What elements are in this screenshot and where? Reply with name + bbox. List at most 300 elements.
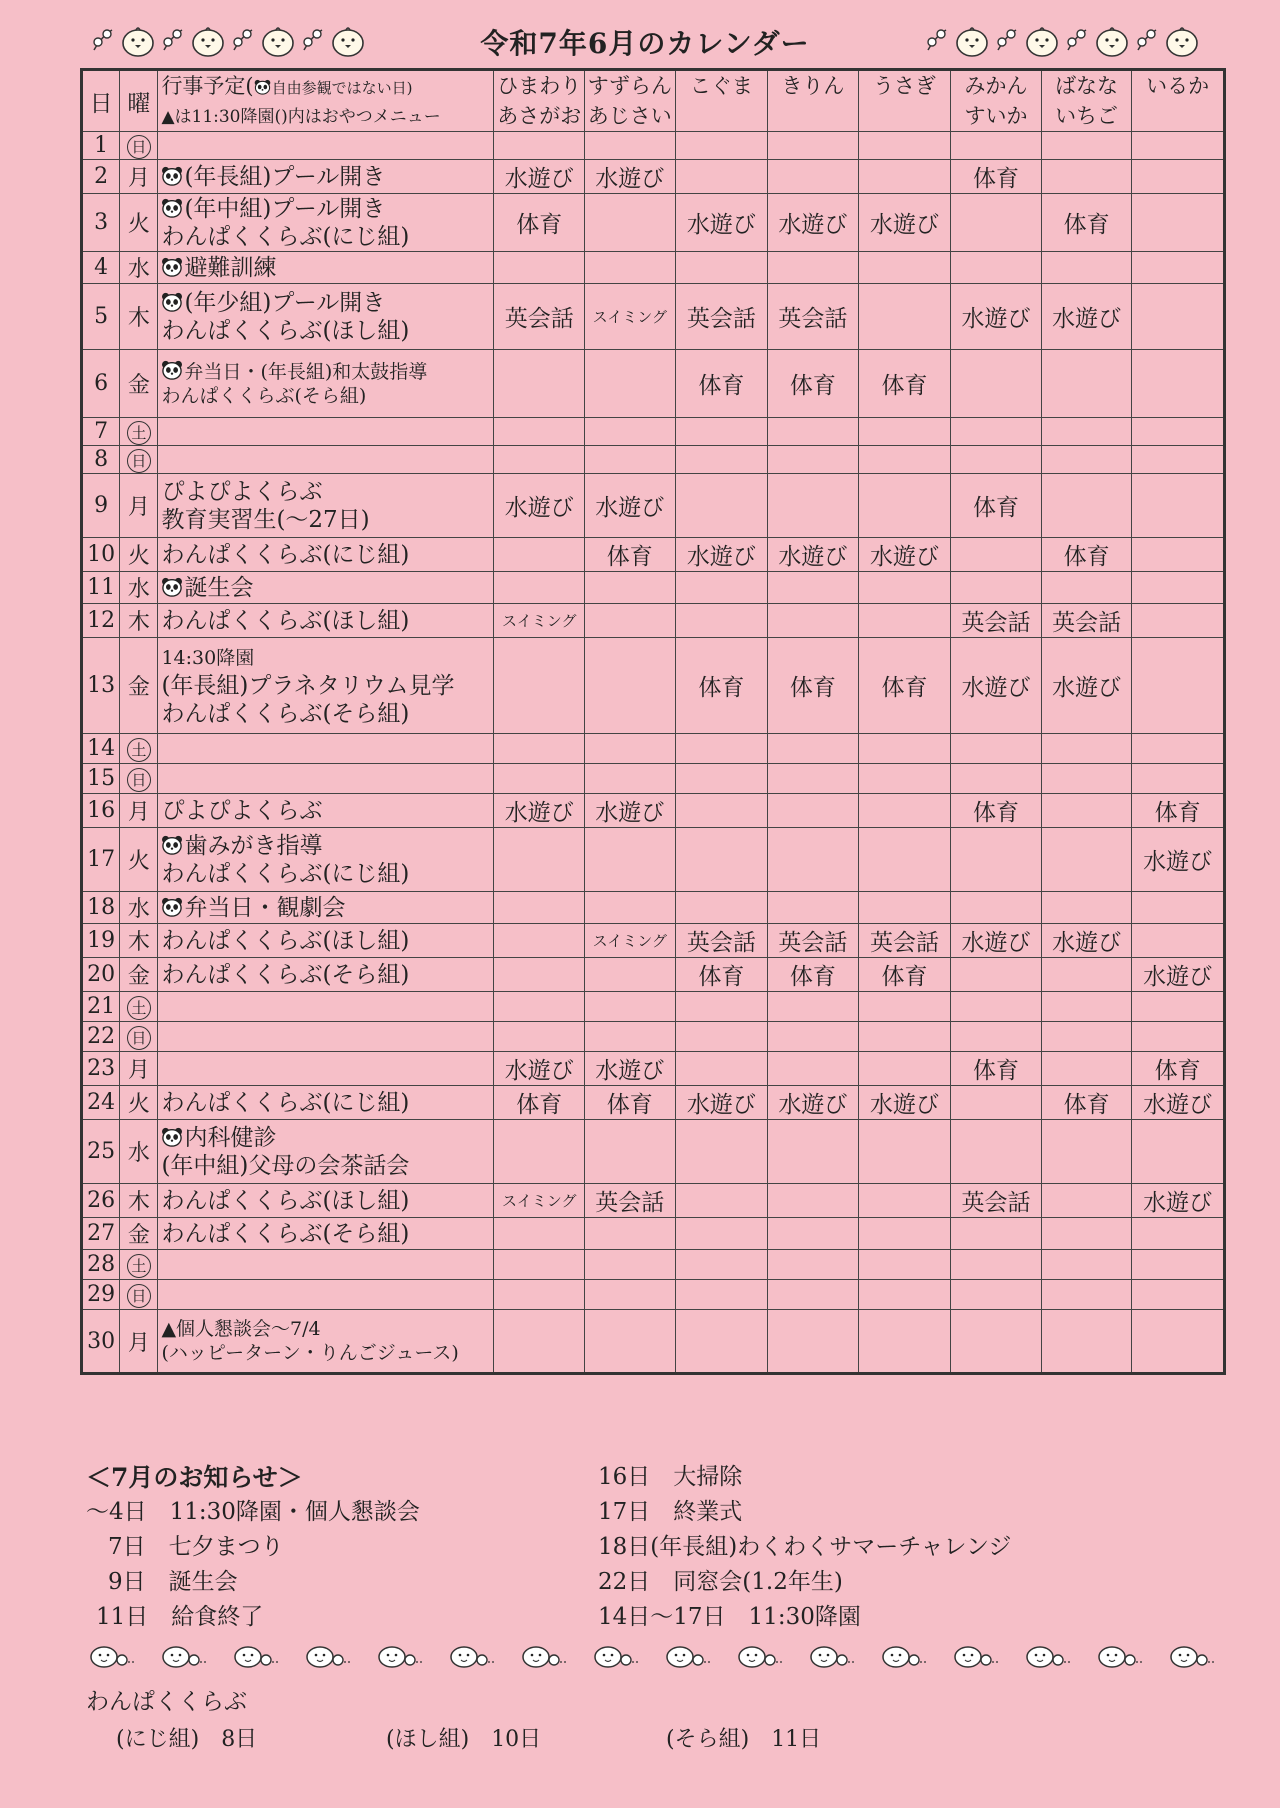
activity-cell [858,1184,951,1218]
activity-cell [858,160,951,194]
calendar-header [90,18,1200,70]
activity-cell: 水遊び [1132,958,1225,992]
weekday: 月 [120,1052,158,1086]
activity-cell [1041,734,1132,764]
event-text: 弁当日・(年長組)和太鼓指導 [184,360,428,383]
activity-cell: 体育 [675,958,768,992]
event-line [161,1220,493,1248]
activity-cell [858,1310,951,1374]
event-line [161,644,493,672]
notices-right-column [598,1460,1011,1635]
activity-cell: 英会話 [675,924,768,958]
activity-cell: 水遊び [951,284,1042,350]
header-events-legend: ▲は11:30降園()内はおやつメニュー [161,107,441,127]
activity-cell: 体育 [1132,794,1225,828]
july-notices [86,1460,1236,1660]
activity-cell [768,1052,859,1086]
header-class-4: うさぎ [858,70,951,132]
activity-cell [494,892,585,924]
flower-icon [1092,1642,1144,1676]
activity-cell [768,1022,859,1052]
weekday: 木 [120,604,158,638]
activity-cell [585,604,676,638]
event-line [161,607,493,635]
activity-cell [675,160,768,194]
table-row [82,350,1225,418]
activity-cell [585,350,676,418]
event-cell [158,764,494,794]
activity-cell [1132,992,1225,1022]
flower-icon [1020,1642,1072,1676]
activity-cell [768,1310,859,1374]
table-row [82,734,1225,764]
chick-icon [954,24,990,62]
activity-cell: 体育 [494,1086,585,1120]
weekday: 金 [120,350,158,418]
event-line [161,927,493,955]
activity-cell: 体育 [1041,538,1132,572]
header-class-2: こぐま [675,70,768,132]
activity-cell [494,1120,585,1184]
activity-cell: 水遊び [494,474,585,538]
activity-cell [951,1250,1042,1280]
notice-date: ～4日 [86,1499,147,1525]
activity-cell: 体育 [951,1052,1042,1086]
event-cell [158,572,494,604]
flower-icon [300,1642,352,1676]
table-row [82,828,1225,892]
activity-cell: 水遊び [858,194,951,252]
activity-cell [1041,1218,1132,1250]
event-line [161,163,493,191]
event-cell [158,892,494,924]
activity-cell [1132,1280,1225,1310]
activity-cell [585,764,676,794]
event-cell [158,418,494,446]
weekday [120,132,158,160]
event-cell [158,252,494,284]
notice-item [598,1530,1011,1565]
activity-cell [951,892,1042,924]
table-row [82,1280,1225,1310]
activity-cell [858,828,951,892]
activity-cell [951,764,1042,794]
activity-cell: 体育 [951,794,1042,828]
day-number: 23 [82,1052,120,1086]
header-class-0: ひまわり あさがお [494,70,585,132]
flower-icon [732,1642,784,1676]
calendar-body [82,132,1225,1374]
event-line [161,289,493,317]
day-number: 20 [82,958,120,992]
activity-cell [768,992,859,1022]
event-line [161,832,493,860]
activity-cell [1041,828,1132,892]
activity-cell: 体育 [1041,194,1132,252]
activity-cell [1132,764,1225,794]
activity-cell [585,1120,676,1184]
flower-icon [84,1642,136,1676]
notice-date: 7日 [108,1534,146,1560]
day-number: 9 [82,474,120,538]
flower-decoration-row [84,1640,1234,1676]
weekday-circled: 土 [127,421,151,445]
notice-text: 誕生会 [168,1569,238,1595]
page-title: 令和7年6月のカレンダー [480,27,810,60]
activity-cell [1041,418,1132,446]
panda-icon [161,290,184,316]
activity-cell [1041,132,1132,160]
activity-cell: 水遊び [675,538,768,572]
event-cell [158,132,494,160]
table-row [82,252,1225,284]
notice-date: 22日 [598,1569,651,1595]
weekday [120,764,158,794]
club-day: 11日 [771,1727,822,1752]
activity-cell [1041,1250,1132,1280]
activity-cell [675,418,768,446]
event-line [161,961,493,989]
event-cell [158,604,494,638]
event-text: (年長組)プラネタリウム見学 [161,672,455,699]
activity-cell [585,252,676,284]
activity-cell [951,1218,1042,1250]
activity-cell [675,132,768,160]
chick-icon [1024,24,1060,62]
flower-icon [1164,1642,1216,1676]
activity-cell [1132,1022,1225,1052]
activity-cell [858,734,951,764]
flower-icon [372,1642,424,1676]
activity-cell: 水遊び [858,538,951,572]
event-line [161,384,493,408]
activity-cell: 体育 [675,638,768,734]
activity-cell: 英会話 [858,924,951,958]
weekday-circled: 日 [127,768,151,792]
weekday: 木 [120,1184,158,1218]
table-row [82,958,1225,992]
activity-cell [494,1310,585,1374]
table-row [82,160,1225,194]
event-text: (ハッピーターン・りんごジュース) [161,1342,459,1364]
day-number: 16 [82,794,120,828]
club-dates [86,1720,1186,1760]
table-row [82,924,1225,958]
flower-icon [156,1642,208,1676]
activity-cell [951,194,1042,252]
weekday: 月 [120,1310,158,1374]
event-line [161,672,493,700]
club-group: (そら組) [666,1727,750,1752]
notice-text: 同窓会(1.2年生) [673,1569,843,1595]
day-number: 7 [82,418,120,446]
activity-cell [494,764,585,794]
notice-item [86,1530,420,1565]
activity-cell [768,892,859,924]
weekday [120,1280,158,1310]
activity-cell [1132,474,1225,538]
activity-cell [585,734,676,764]
event-text: わんぱくくらぶ(にじ組) [161,223,410,250]
day-number: 24 [82,1086,120,1120]
event-cell [158,350,494,418]
activity-cell [768,160,859,194]
event-text: わんぱくくらぶ(にじ組) [161,541,410,568]
activity-cell [858,572,951,604]
header-day: 日 [82,70,120,132]
event-cell [158,1052,494,1086]
event-cell [158,958,494,992]
header-events-label: 行事予定( [161,74,254,98]
activity-cell [1041,1022,1132,1052]
activity-cell [1041,446,1132,474]
activity-cell [675,474,768,538]
activity-cell [494,828,585,892]
day-number: 22 [82,1022,120,1052]
event-line [161,506,493,534]
notice-item [598,1460,1011,1495]
day-number: 12 [82,604,120,638]
activity-cell [951,418,1042,446]
activity-cell [768,1120,859,1184]
event-line [161,223,493,251]
header-row [82,70,1225,132]
header-class-6: ばなな いちご [1041,70,1132,132]
activity-cell [1132,194,1225,252]
event-cell [158,1250,494,1280]
activity-cell [1132,252,1225,284]
activity-cell [1041,892,1132,924]
activity-cell [768,1184,859,1218]
activity-cell [585,1218,676,1250]
header-class-5: みかん すいか [951,70,1042,132]
activity-cell: スイミング [585,924,676,958]
event-text: わんぱくくらぶ(ほし組) [161,607,410,634]
activity-cell [675,1052,768,1086]
activity-cell [951,446,1042,474]
weekday: 火 [120,1086,158,1120]
notice-text: (年長組)わくわくサマーチャレンジ [650,1534,1012,1560]
weekday-circled: 土 [127,996,151,1020]
activity-cell [494,924,585,958]
activity-cell [1132,572,1225,604]
activity-cell [1132,132,1225,160]
activity-cell [675,892,768,924]
activity-cell [768,474,859,538]
day-number: 14 [82,734,120,764]
notice-item [598,1565,1011,1600]
activity-cell [951,1280,1042,1310]
activity-cell [1041,1184,1132,1218]
event-cell [158,446,494,474]
day-number: 15 [82,764,120,794]
club-day: 8日 [221,1727,258,1752]
flower-icon [876,1642,928,1676]
notice-text: 終業式 [673,1499,743,1525]
event-cell [158,160,494,194]
table-row [82,1022,1225,1052]
header-class-7: いるか [1132,70,1225,132]
activity-cell [675,1184,768,1218]
activity-cell [951,828,1042,892]
flower-icon [516,1642,568,1676]
event-cell [158,828,494,892]
activity-cell [768,794,859,828]
activity-cell [585,132,676,160]
activity-cell [951,538,1042,572]
activity-cell [1132,1120,1225,1184]
event-line [161,1187,493,1215]
weekday [120,992,158,1022]
event-line [161,1089,493,1117]
activity-cell: 水遊び [1041,284,1132,350]
weekday: 水 [120,1120,158,1184]
panda-icon [161,1125,184,1151]
weekday [120,418,158,446]
notice-text: 11:30降園・個人懇談会 [169,1499,420,1525]
activity-cell [494,132,585,160]
day-number: 2 [82,160,120,194]
activity-cell: 水遊び [1041,924,1132,958]
activity-cell [1041,764,1132,794]
activity-cell: 体育 [951,160,1042,194]
day-number: 17 [82,828,120,892]
activity-cell [675,604,768,638]
notice-text: 大掃除 [673,1464,743,1490]
weekday-circled: 日 [127,1026,151,1050]
activity-cell [585,958,676,992]
table-row [82,1250,1225,1280]
activity-cell [675,1022,768,1052]
activity-cell: 体育 [675,350,768,418]
weekday: 金 [120,958,158,992]
activity-cell [951,1086,1042,1120]
event-text: ▲個人懇談会～7/4 [161,1318,321,1340]
event-cell [158,284,494,350]
notice-date: 17日 [598,1499,651,1525]
flower-icon [228,1642,280,1676]
activity-cell [858,474,951,538]
panda-icon [254,74,272,98]
weekday-circled: 日 [127,449,151,473]
event-cell [158,924,494,958]
activity-cell [768,1280,859,1310]
event-text: 歯みがき指導 [184,832,323,859]
activity-cell [675,1120,768,1184]
notice-date: 18日 [598,1534,651,1560]
activity-cell [951,252,1042,284]
activity-cell [1132,538,1225,572]
activity-cell [585,194,676,252]
flower-icon [588,1642,640,1676]
notice-text: 11:30降園 [748,1604,861,1630]
day-number: 3 [82,194,120,252]
weekday: 火 [120,828,158,892]
table-row [82,418,1225,446]
weekday-circled: 土 [127,738,151,762]
event-cell [158,194,494,252]
activity-cell [494,418,585,446]
activity-cell [494,734,585,764]
event-line [161,860,493,888]
activity-cell [858,252,951,284]
activity-cell [675,734,768,764]
day-number: 6 [82,350,120,418]
weekday: 月 [120,794,158,828]
activity-cell [675,992,768,1022]
club-group: (にじ組) [116,1727,200,1752]
activity-cell [494,1022,585,1052]
activity-cell [585,892,676,924]
activity-cell: 水遊び [585,474,676,538]
event-line [161,1341,493,1365]
event-line [161,195,493,223]
notice-text: 給食終了 [171,1604,264,1630]
activity-cell: 体育 [585,538,676,572]
activity-cell: 水遊び [585,794,676,828]
activity-cell [768,764,859,794]
event-text: わんぱくくらぶ(そら組) [161,700,410,727]
activity-cell: 水遊び [1132,1086,1225,1120]
activity-cell [768,132,859,160]
activity-cell: 英会話 [768,924,859,958]
weekday: 月 [120,160,158,194]
weekday [120,1250,158,1280]
activity-cell [858,1022,951,1052]
activity-cell [1041,1052,1132,1086]
activity-cell [494,1250,585,1280]
club-group: (ほし組) [386,1727,470,1752]
activity-cell [1132,284,1225,350]
day-number: 28 [82,1250,120,1280]
event-cell [158,1280,494,1310]
activity-cell [675,446,768,474]
activity-cell [494,1280,585,1310]
event-line [161,1152,493,1180]
activity-cell [585,828,676,892]
activity-cell: 水遊び [1132,1184,1225,1218]
activity-cell: 水遊び [951,638,1042,734]
panda-icon [161,196,184,222]
activity-cell [585,992,676,1022]
activity-cell: 水遊び [675,1086,768,1120]
event-text: 誕生会 [184,574,254,601]
activity-cell [858,284,951,350]
weekday: 金 [120,638,158,734]
activity-cell [585,446,676,474]
panda-icon [161,164,184,190]
activity-cell: 体育 [494,194,585,252]
activity-cell [1132,892,1225,924]
weekday-circled: 日 [127,1284,151,1308]
day-number: 26 [82,1184,120,1218]
activity-cell [951,350,1042,418]
activity-cell: 英会話 [585,1184,676,1218]
activity-cell: 体育 [1132,1052,1225,1086]
table-row [82,1184,1225,1218]
activity-cell [858,1120,951,1184]
weekday [120,1022,158,1052]
day-number: 4 [82,252,120,284]
activity-cell: 水遊び [675,194,768,252]
activity-cell [858,1218,951,1250]
event-text: (年中組)プール開き [184,195,386,222]
activity-cell [951,572,1042,604]
activity-cell: スイミング [494,1184,585,1218]
event-cell [158,538,494,572]
activity-cell [1041,160,1132,194]
club-title: わんぱくくらぶ [86,1689,247,1715]
